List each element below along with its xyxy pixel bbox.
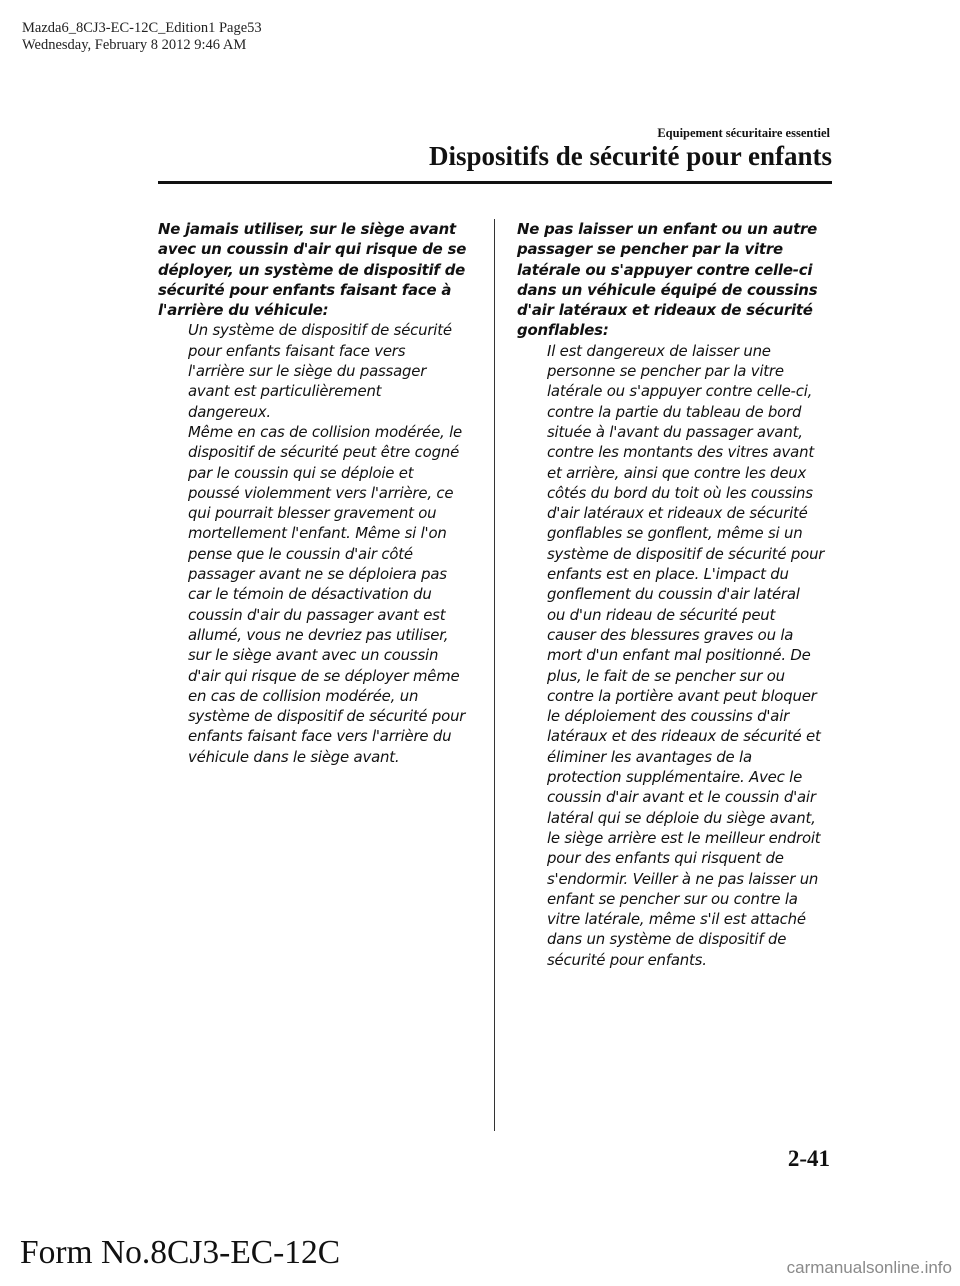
page-number: 2-41 (787, 1146, 830, 1171)
warning-paragraph: Même en cas de collision modérée, le dispositif de sécurité peut être cogné par le coussin qui se déploie et poussé violemment vers l'arrière, ce qui pourrait blesser gravement ou mortellement l'enfant. Même si l'on pense que le coussin d'air côté passager avant ne se déploiera pas car le témoin de désactivation du coussin d'air du passager avant est allumé, vous ne devriez pas utiliser, sur le siège avant avec un coussin d'air qui risque de se déployer même en cas de collision modérée, un système de dispositif de sécurité pour enfants faisant face vers l'arrière du véhicule dans le siège avant. (188, 422, 466, 766)
warning-paragraph: Un système de dispositif de sécurité pour enfants faisant face vers l'arrière sur le siège du passager avant est particulièrement dangereux. (188, 321, 452, 421)
column-divider (494, 219, 495, 1131)
warning-heading: Ne pas laisser un enfant ou un autre passager se pencher par la vitre latérale ou s'appuyer contre celle-ci dans un véhicule équipé de coussins d'air latéraux et rideaux de sécurité gonflables: (517, 220, 818, 340)
warning-paragraph: Il est dangereux de laisser une personne se pencher par la vitre latérale ou s'appuyer contre celle-ci, contre la partie du tableau de bord située à l'avant du passager avant, contre les montants des vitres avant et arrière, ainsi que contre les deux côtés du bord du toit où les coussins d'air latéraux et rideaux de sécurité gonflables se gonflent, même si un système de dispositif de sécurité pour enfants est en place. L'impact du gonflement du coussin d'air latéral ou d'un rideau de sécurité peut causer des blessures graves ou la mort d'un enfant mal positionné. De plus, le fait de se pencher sur ou contre la portière avant peut bloquer le déploiement des coussins d'air latéraux et des rideaux de sécurité et éliminer les avantages de la protection supplémentaire. Avec le coussin d'air avant et le coussin d'air latéral qui se déploie du siège avant, le siège arrière est le meilleur endroit pour des enfants qui risquent de s'endormir. Veiller à ne pas laisser un enfant se pencher sur ou contre la vitre latérale, même s'il est attaché dans un système de dispositif de sécurité pour enfants. (547, 341, 825, 969)
form-number: Form No.8CJ3-EC-12C (20, 1234, 341, 1271)
watermark-link[interactable]: carmanualsonline.info (786, 1258, 952, 1277)
page-title: Dispositifs de sécurité pour enfants (428, 141, 832, 171)
header-rule (158, 181, 832, 184)
right-column (517, 219, 835, 970)
print-info-date: Wednesday, February 8 2012 9:46 AM (22, 37, 247, 53)
print-info (22, 20, 262, 54)
warning-heading: Ne jamais utiliser, sur le siège avant avec un coussin d'air qui risque de se déployer, un système de dispositif de sécurité pour enfants faisant face à l'arrière du véhicule: (158, 220, 467, 320)
print-info-file: Mazda6_8CJ3-EC-12C_Edition1 Page53 (22, 20, 262, 36)
left-column (158, 219, 476, 767)
section-label: Equipement sécuritaire essentiel (657, 126, 830, 140)
